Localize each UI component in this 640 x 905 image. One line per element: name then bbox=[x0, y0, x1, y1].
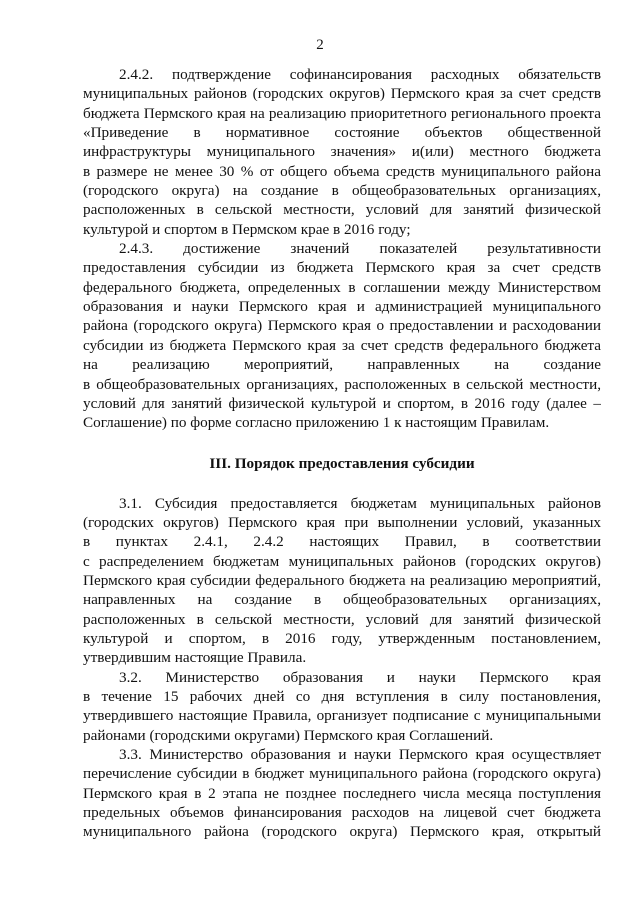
text-line: районами (городскими округами) Пермского края Соглашений. bbox=[83, 726, 494, 744]
text-line: перечисление субсидии в бюджет муниципального района (городского округа) bbox=[83, 765, 601, 783]
page-number: 2 bbox=[316, 37, 324, 53]
text-line: (городских округов) Пермского края при выполнении условий, указанных bbox=[83, 513, 601, 531]
text-line: 3.3. Министерство образования и науки Пермского края осуществляет bbox=[119, 746, 601, 763]
text-line: с распределением бюджетам муниципальных районов (городских округов) bbox=[83, 552, 601, 570]
text-line: района (городского округа) Пермского края о предоставлении и расходовании bbox=[83, 317, 601, 335]
text-line: в размере не менее 30 % от общего объема средств муниципального района bbox=[83, 162, 601, 180]
text-line: расположенных в сельской местности, условий для занятий физической bbox=[83, 610, 601, 628]
text-line: Соглашение) по форме согласно приложению 1 к настоящим Правилам. bbox=[83, 414, 550, 432]
text-line: 3.2. Министерство образования и науки Пермского края bbox=[119, 668, 601, 686]
clause-2-4-2 bbox=[83, 65, 601, 239]
text-line: в пунктах 2.4.1, 2.4.2 настоящих Правил, в соответствии bbox=[83, 533, 601, 551]
text-line: предоставления субсидии из бюджета Пермского края за счет средств bbox=[83, 259, 601, 277]
clause-2-4-3 bbox=[83, 239, 601, 432]
text-line: 3.1. Субсидия предоставляется бюджетам муниципальных районов bbox=[119, 494, 601, 512]
text-line: «Приведение в нормативное состояние объектов общественной bbox=[83, 124, 601, 142]
section-3-heading: III. Порядок предоставления субсидии bbox=[209, 454, 475, 472]
document-body bbox=[83, 65, 601, 842]
text-line: предельных объемов финансирования расходов на лицевой счет бюджета bbox=[83, 804, 601, 822]
text-line: (городского округа) на создание в общеобразовательных организациях, bbox=[83, 182, 601, 200]
clause-3-2 bbox=[83, 668, 601, 745]
text-line: бюджета Пермского края на реализацию приоритетного регионального проекта bbox=[83, 104, 601, 122]
text-line: расположенных в сельской местности, условий для занятий физической bbox=[83, 201, 601, 219]
text-line: 2.4.2. подтверждение софинансирования расходных обязательств bbox=[119, 66, 601, 83]
text-line: в общеобразовательных организациях, расположенных в сельской местности, bbox=[83, 375, 601, 393]
text-line: условий для занятий физической культурой и спортом, в 2016 году (далее – bbox=[83, 394, 601, 412]
text-line: культурой и спортом в Пермском крае в 2016 году; bbox=[83, 220, 411, 238]
text-line: федерального бюджета, определенных в соглашении между Министерством bbox=[83, 278, 601, 296]
text-line: инфраструктуры муниципального значения» и(или) местного бюджета bbox=[83, 143, 601, 161]
text-line: в течение 15 рабочих дней со дня вступления в силу постановления, bbox=[83, 687, 601, 705]
text-line: направленных на создание в общеобразовательных организациях, bbox=[83, 591, 601, 609]
text-line: утвердившим настоящие Правила. bbox=[83, 649, 307, 667]
clause-3-1 bbox=[83, 494, 601, 668]
text-line: муниципального района (городского округа) Пермского края, открытый bbox=[83, 823, 601, 841]
text-line: культурой и спортом, в 2016 году, утвержденным постановлением, bbox=[83, 629, 601, 647]
text-line: на реализацию мероприятий, направленных на создание bbox=[83, 356, 601, 374]
text-line: Пермского края субсидии федерального бюджета на реализацию мероприятий, bbox=[83, 571, 601, 589]
text-line: муниципальных районов (городских округов) Пермского края за счет средств bbox=[83, 85, 601, 103]
text-line: 2.4.3. достижение значений показателей результативности bbox=[119, 240, 601, 258]
text-line: образования и науки Пермского края и администрацией муниципального bbox=[83, 298, 601, 316]
text-line: Пермского края в 2 этапа не позднее последнего числа месяца поступления bbox=[83, 784, 601, 802]
text-line: субсидии из бюджета Пермского края за счет средств федерального бюджета bbox=[83, 336, 601, 354]
text-line: утвердившего настоящие Правила, организует подписание с муниципальными bbox=[83, 707, 601, 725]
clause-3-3 bbox=[83, 745, 601, 842]
